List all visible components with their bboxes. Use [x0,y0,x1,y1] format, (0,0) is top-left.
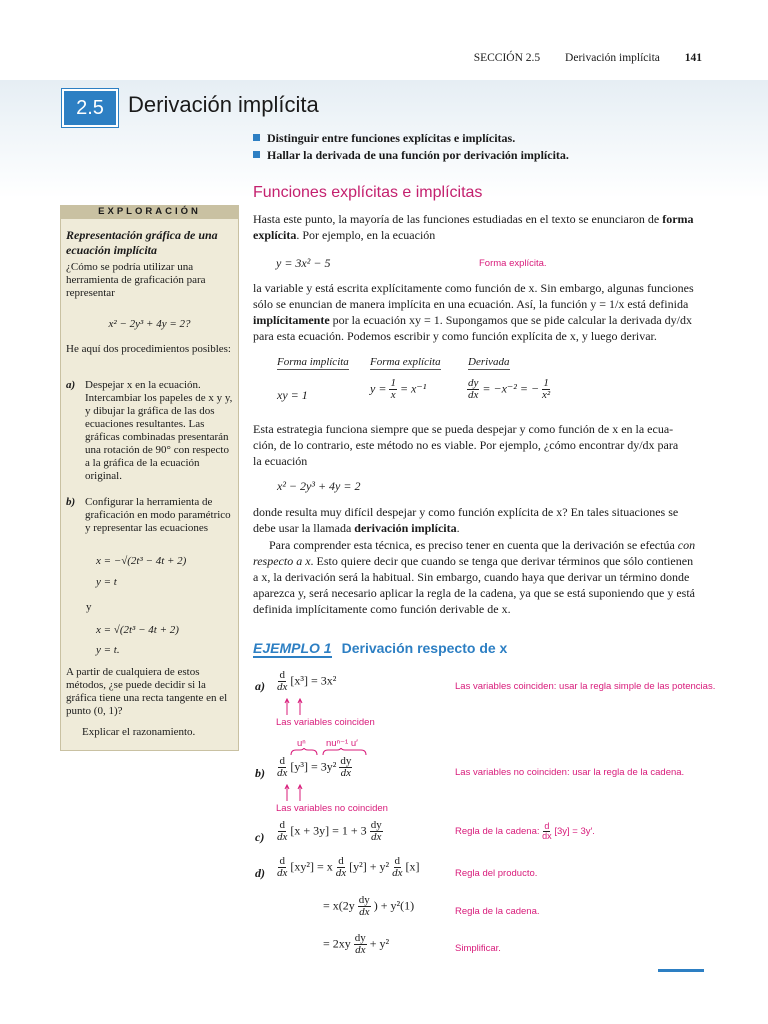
running-header [0,52,702,64]
exploration-title: Representación gráfica de una ecuación implícita [66,228,218,257]
item-a-note: Las variables coinciden: usar la regla simple de las potencias. [455,681,716,692]
bullet-square-icon [253,134,260,141]
exploration-question: A partir de cualquiera de estos métodos, ¿se puede decidir si la gráfica tiene una recta tangente en el punto (0, 1)? [66,666,228,717]
item-c-label: c) [255,830,265,844]
row-derivative: $\frac{dy}{dx}$ = −x⁻² = − $\frac{1}{\text{x²}}$ [468,377,551,401]
item-a-sub: Las variables coinciden [276,717,375,728]
item-a-equation: $\frac{d}{dx}$ [x³] = 3x² [277,669,337,693]
item-b-note: Las variables no coinciden: usar la regla de la cadena. [455,767,685,778]
param1-y: y = t [96,576,117,588]
item-b-sub: Las variables no coinciden [276,803,388,814]
param2-y: y = t. [96,644,120,656]
column-implicit: Forma implícita [277,356,349,368]
column-explicit: Forma explícita [370,356,441,368]
brace-label-2: nuⁿ⁻¹ u′ [326,738,358,749]
header-section: SECCIÓN 2.5 [473,52,541,64]
bullet-square-icon [253,151,260,158]
note-explicit: Forma explícita. [479,258,547,269]
paragraph-4: donde resulta muy difícil despejar y como función explícita de x? En tales situaciones se debe usar la llamada derivación implícita. [253,505,679,535]
step-b-text: Configurar la herramienta de graficación en modo paramétrico y representar las ecuaciones [85,496,231,534]
example-heading [253,640,507,656]
step-a-label: a) [66,379,76,391]
arrows-b [284,783,304,803]
item-d-label: d) [255,866,265,880]
item-d-equation: $\frac{d}{dx}$ [xy²] = x $\frac{d}{dx}$ [y²] + y² $\frac{d}{dx}$ [x] [277,855,420,879]
paragraph-2: la variable y está escrita explícitamente como función de x. Sin embargo, algunas funciones sólo se enuncian de manera implícita en una ecuación. Así, la función y = 1/x está definida implícitamente por la ecuación xy = 1. Supongamos que se pide calcular la derivada dy/dx para esta ecuación. Podemos escribir y como función explícita de x, y luego derivar. [253,281,694,343]
paragraph-5: Para comprender esta técnica, es preciso tener en cuenta que la derivación se efectúa con respecto a x. Esto quiere decir que cuando se tenga que derivar términos que sólo contienen a x, la derivación será la habitual. Sin embargo, cuando haya que derivar un término donde aparezca y, será necesario aplicar la regla de la cadena, ya que se está suponiendo que y está definida implícitamente como función derivable de x. [253,538,696,616]
exploration-intro: ¿Cómo se podría utilizar una herramienta de graficación para representar [66,261,206,299]
exploration-equation: x² − 2y³ + 4y = 2? [108,318,191,330]
item-c-equation: $\frac{d}{dx}$ [x + 3y] = 1 + 3 $\frac{dy}{dx}$ [277,819,382,843]
row-explicit: y = $\frac{1}{x}$ = x⁻¹ [370,377,427,401]
param1-x: x = −√(2t³ − 4t + 2) [96,555,187,567]
item-d-step3: = 2xy $\frac{dy}{dx}$ + y² [323,932,390,956]
objective-2: Hallar la derivada de una función por derivación implícita. [253,148,569,163]
item-a-label: a) [255,679,265,693]
paragraph-3: Esta estrategia funciona siempre que se pueda despejar y como función de x en la ecua- ción, de lo contrario, este método no es viable. Por ejemplo, ¿cómo encontrar dy/dx para la ecuación [253,422,679,468]
param-and: y [86,601,92,613]
item-b-label: b) [255,766,265,780]
param2-x: x = √(2t³ − 4t + 2) [96,624,179,636]
item-d-step2-note: Regla de la cadena. [455,906,540,917]
equation-implicit: x² − 2y³ + 4y = 2 [277,479,361,493]
step-b-label: b) [66,496,76,508]
equation-explicit: y = 3x² − 5 [276,256,331,270]
objective-1: Distinguir entre funciones explícitas e implícitas. [253,131,515,146]
exploration-lead: He aquí dos procedimientos posibles: [66,343,231,355]
brace-label-1: uⁿ [297,738,306,749]
item-d-note: Regla del producto. [455,868,538,879]
paragraph-1: Hasta este punto, la mayoría de las funciones estudiadas en el texto se enunciaron de forma explícita. Por ejemplo, en la ecuación [253,212,694,242]
item-d-step3-note: Simplificar. [455,943,501,954]
column-derivative: Derivada [468,356,510,368]
step-a-text: Despejar x en la ecuación. Intercambiar los papeles de x y y, y dibujar la gráfica de las dos ecuaciones resultantes. Las gráficas combinadas presentarán una rotación de 90° con respecto a la gráfica de la ecuación original. [85,379,233,482]
item-b-equation: $\frac{d}{dx}$ [y³] = 3y² $\frac{dy}{dx}$ [277,755,352,779]
subsection-heading: Funciones explícitas e implícitas [253,184,483,201]
arrows-a [284,697,304,717]
exploration-heading: EXPLORACIÓN [60,205,239,219]
section-title: Derivación implícita [128,92,319,117]
page-number: 141 [684,52,702,64]
row-implicit: xy = 1 [277,388,308,402]
page-end-rule [658,969,704,972]
brace-marks [290,748,370,756]
header-title: Derivación implícita [565,52,660,64]
exploration-explain: Explicar el razonamiento. [82,726,196,738]
example-title: Derivación respecto de x [341,640,508,656]
example-label: EJEMPLO 1 [253,640,332,656]
item-c-note: Regla de la cadena: $\frac{d}{dx}$ [3y] = 3y′. [455,821,595,841]
section-number: 2.5 [62,89,118,127]
item-d-step2: = x(2y $\frac{dy}{dx}$ ) + y²(1) [323,894,415,918]
